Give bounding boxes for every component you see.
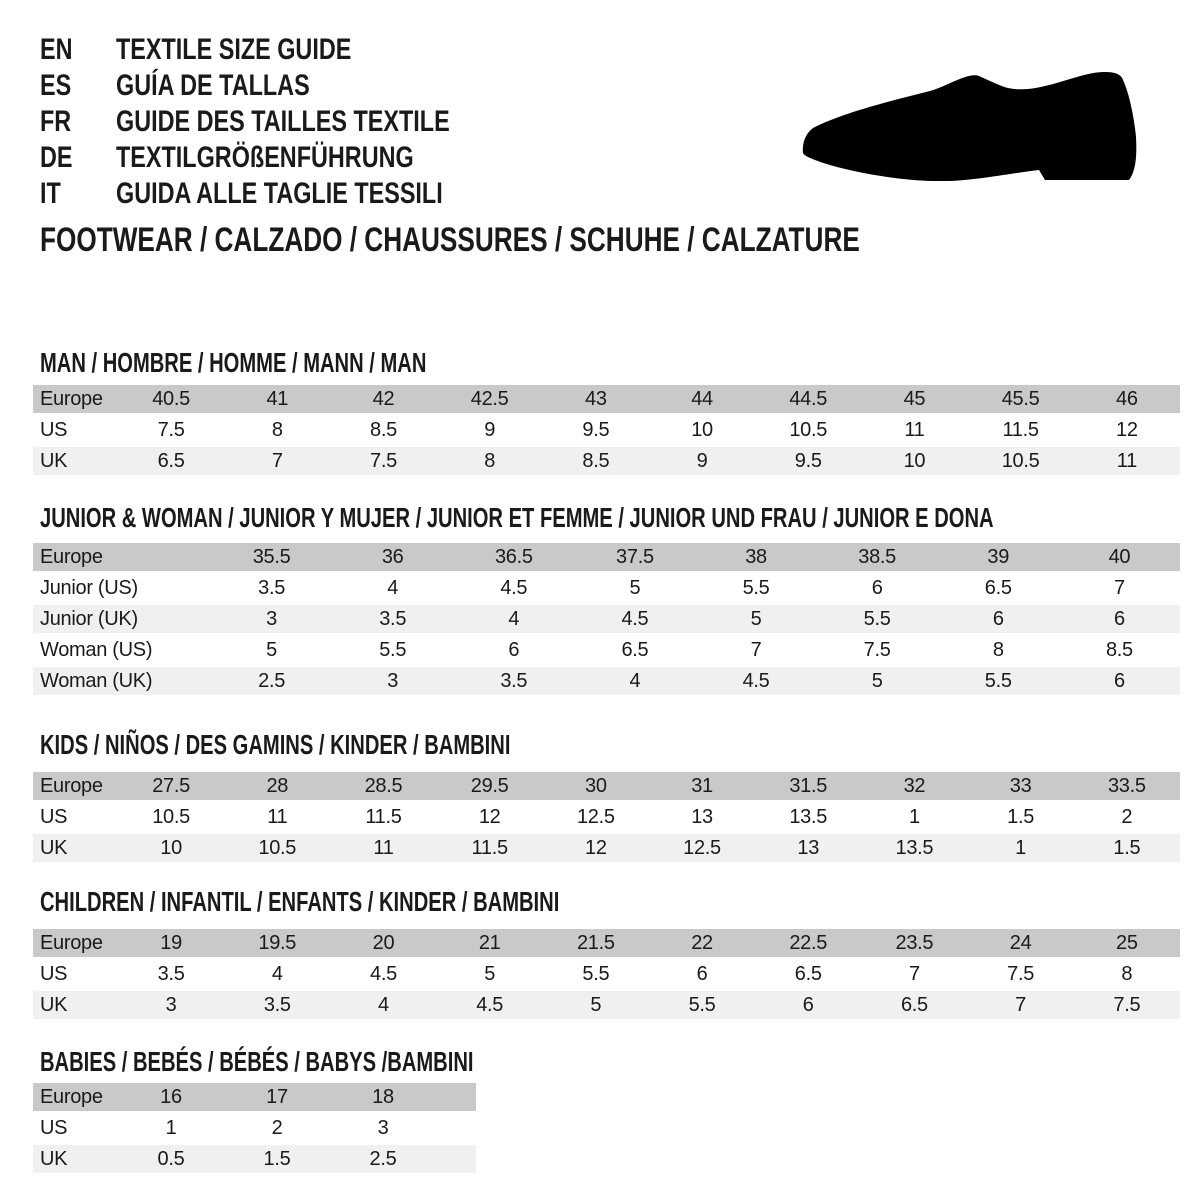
- size-cell: 8: [938, 636, 1059, 667]
- size-cell: 7.5: [118, 416, 224, 447]
- size-table-row: [33, 447, 1180, 478]
- size-table-row: [33, 636, 1180, 667]
- row-label: US: [33, 416, 118, 447]
- size-cell: 20: [330, 929, 436, 960]
- size-cell: 40.5: [118, 385, 224, 416]
- row-label: US: [33, 803, 118, 834]
- size-cell: 5: [543, 991, 649, 1022]
- row-label: Woman (UK): [33, 667, 211, 698]
- row-label: UK: [33, 991, 118, 1022]
- row-label: US: [33, 960, 118, 991]
- size-cell: 6: [649, 960, 755, 991]
- size-cell: 5.5: [817, 605, 938, 636]
- size-cell: 5: [574, 574, 695, 605]
- size-cell: 3: [118, 991, 224, 1022]
- size-cell: 40: [1059, 543, 1180, 574]
- size-cell: 36: [332, 543, 453, 574]
- size-cell: 5: [695, 605, 816, 636]
- size-cell: 13.5: [755, 803, 861, 834]
- size-cell: 6: [453, 636, 574, 667]
- size-cell: 5.5: [543, 960, 649, 991]
- size-cell: 32: [861, 772, 967, 803]
- size-cell: 46: [1074, 385, 1180, 416]
- size-cell: 11: [224, 803, 330, 834]
- size-cell: 11.5: [437, 834, 543, 865]
- section-title-children: CHILDREN / INFANTIL / ENFANTS / KINDER / BAMBINI: [40, 886, 560, 917]
- row-label: US: [33, 1114, 118, 1145]
- size-cell: 43: [543, 385, 649, 416]
- size-cell: 42: [330, 385, 436, 416]
- size-cell: 12.5: [649, 834, 755, 865]
- size-table-row: [33, 574, 1180, 605]
- shoe-icon: [802, 71, 1138, 183]
- size-cell: 21: [437, 929, 543, 960]
- section-title-man: MAN / HOMBRE / HOMME / MANN / MAN: [40, 347, 427, 378]
- size-cell: 6.5: [861, 991, 967, 1022]
- size-cell: 4: [574, 667, 695, 698]
- size-table-row: [33, 1114, 476, 1145]
- size-cell: 4: [224, 960, 330, 991]
- section-title-junior-woman: JUNIOR & WOMAN / JUNIOR Y MUJER / JUNIOR ET FEMME / JUNIOR UND FRAU / JUNIOR E DONA: [40, 502, 994, 533]
- size-table-row: [33, 929, 1180, 960]
- size-cell: 3.5: [224, 991, 330, 1022]
- size-cell: 13.5: [861, 834, 967, 865]
- language-code-de: DE: [40, 141, 73, 174]
- size-cell: 13: [755, 834, 861, 865]
- section-title-babies: BABIES / BEBÉS / BÉBÉS / BABYS /BAMBINI: [40, 1046, 474, 1077]
- size-cell: 6: [755, 991, 861, 1022]
- size-cell: 4.5: [574, 605, 695, 636]
- size-cell: 3: [211, 605, 332, 636]
- size-cell: 3: [330, 1114, 436, 1145]
- size-cell: 41: [224, 385, 330, 416]
- size-cell: 9.5: [755, 447, 861, 478]
- size-cell: 39: [938, 543, 1059, 574]
- size-cell: 28: [224, 772, 330, 803]
- row-label: Europe: [33, 772, 118, 803]
- size-cell: 2.5: [211, 667, 332, 698]
- size-cell: 11.5: [968, 416, 1074, 447]
- size-cell: 19: [118, 929, 224, 960]
- size-cell: 12: [437, 803, 543, 834]
- size-cell: 31: [649, 772, 755, 803]
- size-cell: 6.5: [574, 636, 695, 667]
- size-cell: 31.5: [755, 772, 861, 803]
- size-cell: 25: [1074, 929, 1180, 960]
- size-cell: 3.5: [453, 667, 574, 698]
- size-table-row: [33, 385, 1180, 416]
- size-cell: 3.5: [118, 960, 224, 991]
- size-cell: 28.5: [330, 772, 436, 803]
- size-cell: 11: [330, 834, 436, 865]
- size-cell: 10.5: [118, 803, 224, 834]
- size-cell: 9.5: [543, 416, 649, 447]
- size-cell: 1.5: [968, 803, 1074, 834]
- size-cell: 12: [1074, 416, 1180, 447]
- size-cell: 4: [330, 991, 436, 1022]
- size-table-row: [33, 416, 1180, 447]
- size-cell: 1.5: [224, 1145, 330, 1176]
- size-cell: 10: [118, 834, 224, 865]
- size-cell: 1.5: [1074, 834, 1180, 865]
- language-label-it: GUIDA ALLE TAGLIE TESSILI: [116, 177, 443, 210]
- size-cell: 8: [1074, 960, 1180, 991]
- size-cell: 29.5: [437, 772, 543, 803]
- size-cell: 33.5: [1074, 772, 1180, 803]
- size-cell: 4: [453, 605, 574, 636]
- size-cell: 4: [332, 574, 453, 605]
- size-cell: 6.5: [118, 447, 224, 478]
- size-cell: 12: [543, 834, 649, 865]
- size-cell: 17: [224, 1083, 330, 1114]
- row-label: Junior (US): [33, 574, 211, 605]
- size-table-row: [33, 960, 1180, 991]
- size-cell: 6.5: [938, 574, 1059, 605]
- size-cell: 10: [649, 416, 755, 447]
- size-cell: 2.5: [330, 1145, 436, 1176]
- row-label: Europe: [33, 543, 211, 574]
- size-cell: 21.5: [543, 929, 649, 960]
- size-cell: 7: [695, 636, 816, 667]
- size-cell: 9: [649, 447, 755, 478]
- row-label: Europe: [33, 1083, 118, 1114]
- size-cell: 10.5: [755, 416, 861, 447]
- size-cell: 23.5: [861, 929, 967, 960]
- size-cell: 22.5: [755, 929, 861, 960]
- size-cell: 6: [938, 605, 1059, 636]
- size-cell: 37.5: [574, 543, 695, 574]
- filler-cell: [436, 1145, 476, 1176]
- size-cell: 19.5: [224, 929, 330, 960]
- size-cell: 7.5: [330, 447, 436, 478]
- size-cell: 38.5: [817, 543, 938, 574]
- size-cell: 5.5: [938, 667, 1059, 698]
- size-cell: 10.5: [224, 834, 330, 865]
- row-label: UK: [33, 1145, 118, 1176]
- category-line: FOOTWEAR / CALZADO / CHAUSSURES / SCHUHE / CALZATURE: [40, 221, 860, 259]
- row-label: Europe: [33, 385, 118, 416]
- size-cell: 12.5: [543, 803, 649, 834]
- size-cell: 1: [118, 1114, 224, 1145]
- size-cell: 35.5: [211, 543, 332, 574]
- language-label-de: TEXTILGRÖßENFÜHRUNG: [116, 141, 414, 174]
- size-cell: 13: [649, 803, 755, 834]
- size-cell: 7: [861, 960, 967, 991]
- size-table-row: [33, 772, 1180, 803]
- size-table-kids: [33, 772, 1180, 865]
- size-cell: 2: [224, 1114, 330, 1145]
- size-cell: 18: [330, 1083, 436, 1114]
- size-table-row: [33, 1145, 476, 1176]
- size-cell: 0.5: [118, 1145, 224, 1176]
- size-cell: 9: [437, 416, 543, 447]
- size-cell: 45: [861, 385, 967, 416]
- size-cell: 5.5: [332, 636, 453, 667]
- size-cell: 8: [437, 447, 543, 478]
- language-label-es: GUÍA DE TALLAS: [116, 69, 310, 102]
- size-cell: 7: [1059, 574, 1180, 605]
- size-cell: 4.5: [453, 574, 574, 605]
- size-cell: 7: [968, 991, 1074, 1022]
- size-cell: 3: [332, 667, 453, 698]
- size-table-row: [33, 1083, 476, 1114]
- size-table-row: [33, 667, 1180, 698]
- size-table-children: [33, 929, 1180, 1022]
- size-cell: 5: [817, 667, 938, 698]
- size-cell: 4.5: [330, 960, 436, 991]
- size-cell: 30: [543, 772, 649, 803]
- row-label: Junior (UK): [33, 605, 211, 636]
- size-cell: 42.5: [437, 385, 543, 416]
- size-cell: 2: [1074, 803, 1180, 834]
- size-cell: 10.5: [968, 447, 1074, 478]
- row-label: UK: [33, 834, 118, 865]
- size-cell: 3.5: [211, 574, 332, 605]
- size-cell: 36.5: [453, 543, 574, 574]
- size-cell: 44: [649, 385, 755, 416]
- size-cell: 45.5: [968, 385, 1074, 416]
- language-label-fr: GUIDE DES TAILLES TEXTILE: [116, 105, 450, 138]
- size-cell: 10: [861, 447, 967, 478]
- language-code-en: EN: [40, 33, 73, 66]
- size-cell: 8: [224, 416, 330, 447]
- size-cell: 11: [861, 416, 967, 447]
- size-cell: 22: [649, 929, 755, 960]
- size-cell: 11.5: [330, 803, 436, 834]
- size-cell: 4.5: [695, 667, 816, 698]
- size-cell: 7.5: [817, 636, 938, 667]
- size-cell: 6: [817, 574, 938, 605]
- size-table-row: [33, 803, 1180, 834]
- size-cell: 33: [968, 772, 1074, 803]
- size-cell: 6: [1059, 605, 1180, 636]
- size-cell: 5: [211, 636, 332, 667]
- size-table-junior-woman: [33, 543, 1180, 698]
- size-cell: 24: [968, 929, 1074, 960]
- row-label: Europe: [33, 929, 118, 960]
- size-cell: 11: [1074, 447, 1180, 478]
- size-cell: 5: [437, 960, 543, 991]
- size-table-man: [33, 385, 1180, 478]
- size-cell: 44.5: [755, 385, 861, 416]
- size-cell: 3.5: [332, 605, 453, 636]
- language-label-en: TEXTILE SIZE GUIDE: [116, 33, 352, 66]
- size-cell: 6: [1059, 667, 1180, 698]
- size-cell: 1: [968, 834, 1074, 865]
- size-cell: 1: [861, 803, 967, 834]
- size-cell: 16: [118, 1083, 224, 1114]
- size-table-babies: [33, 1083, 476, 1176]
- size-cell: 5.5: [695, 574, 816, 605]
- language-code-it: IT: [40, 177, 61, 210]
- size-cell: 6.5: [755, 960, 861, 991]
- filler-cell: [436, 1114, 476, 1145]
- size-cell: 38: [695, 543, 816, 574]
- size-cell: 5.5: [649, 991, 755, 1022]
- size-table-row: [33, 991, 1180, 1022]
- size-cell: 7: [224, 447, 330, 478]
- section-title-kids: KIDS / NIÑOS / DES GAMINS / KINDER / BAMBINI: [40, 729, 511, 760]
- language-code-fr: FR: [40, 105, 72, 138]
- size-cell: 8.5: [1059, 636, 1180, 667]
- size-cell: 4.5: [437, 991, 543, 1022]
- row-label: UK: [33, 447, 118, 478]
- size-table-row: [33, 543, 1180, 574]
- filler-cell: [436, 1083, 476, 1114]
- size-cell: 8.5: [330, 416, 436, 447]
- size-cell: 27.5: [118, 772, 224, 803]
- row-label: Woman (US): [33, 636, 211, 667]
- size-cell: 8.5: [543, 447, 649, 478]
- size-table-row: [33, 834, 1180, 865]
- size-table-row: [33, 605, 1180, 636]
- size-cell: 7.5: [968, 960, 1074, 991]
- language-code-es: ES: [40, 69, 72, 102]
- size-cell: 7.5: [1074, 991, 1180, 1022]
